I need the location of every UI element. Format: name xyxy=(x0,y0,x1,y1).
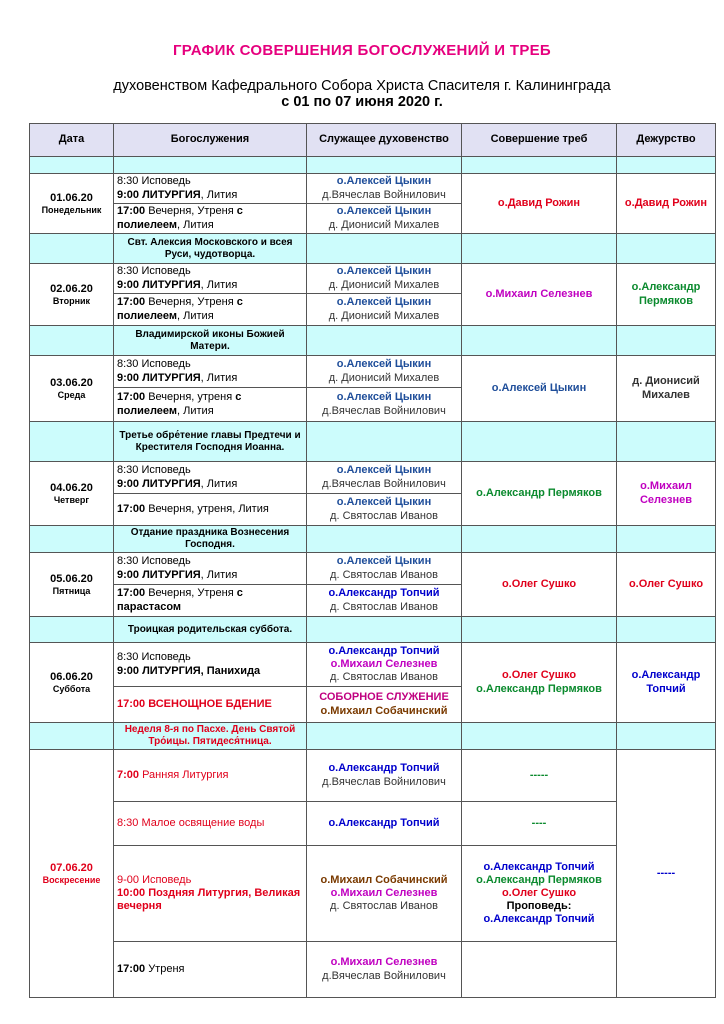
clergy-cell xyxy=(307,750,462,802)
feast-text: Отдание праздника Вознесения Господня. xyxy=(114,526,307,553)
treby-cell: о.Алексей Цыкин xyxy=(462,356,617,422)
liturgy-label: 10:00 Поздняя Литургия, Великая вечерня xyxy=(117,886,301,913)
deacon-name: д. Дионисий Михалев xyxy=(328,278,440,291)
liturgy-label: 9:00 ЛИТУРГИЯ, Панихида xyxy=(117,664,261,677)
treby-cell: о.Михаил Селезнев xyxy=(462,264,617,326)
sermon-label: Проповедь: xyxy=(506,900,572,913)
clergy-cell xyxy=(307,356,462,388)
priest-name: о.Алексей Цыкин xyxy=(336,391,432,404)
service-text: с xyxy=(235,391,242,404)
service-time: 17:00 xyxy=(117,962,146,975)
date-cell xyxy=(30,356,114,422)
priest-name: о.Алексей Цыкин xyxy=(336,358,432,371)
treby-cell: ----- xyxy=(462,750,617,802)
table-row xyxy=(30,750,716,802)
service-cell: 17:00 ВСЕНОЩНОЕ БДЕНИЕ xyxy=(114,687,307,723)
page-title: ГРАФИК СОВЕРШЕНИЯ БОГОСЛУЖЕНИЙ И ТРЕБ xyxy=(172,42,552,59)
priest-name: о.Алексей Цыкин xyxy=(336,296,432,309)
column-header-clergy: Служащее духовенство xyxy=(307,124,462,157)
date-text: 02.06.20 xyxy=(50,282,93,295)
treby-priest: о.Александр Топчий xyxy=(483,860,595,873)
clergy-cell xyxy=(307,687,462,723)
priest-name: о.Михаил Селезнев xyxy=(330,956,438,969)
date-cell xyxy=(30,462,114,526)
table-row xyxy=(30,174,716,204)
service-text: парастасом xyxy=(117,600,182,613)
service-text: , Лития xyxy=(177,404,214,417)
feast-row xyxy=(30,422,716,462)
service-cell xyxy=(114,388,307,422)
deacon-name: д. Дионисий Михалев xyxy=(328,371,440,384)
deacon-name: д. Дионисий Михалев xyxy=(328,309,440,322)
service-extra: , Лития xyxy=(200,278,238,291)
service-time: 17:00 xyxy=(117,502,146,515)
feast-row xyxy=(30,723,716,750)
table-row xyxy=(30,356,716,388)
priest-name: о.Михаил Селезнев xyxy=(330,657,438,670)
page-subtitle: духовенством Кафедрального Собора Христа Спасителя г. Калининграда xyxy=(113,78,611,94)
service-text: с xyxy=(236,296,243,309)
service-line: 8:30 Исповедь xyxy=(117,555,191,568)
service-time: 17:00 xyxy=(117,587,146,600)
feast-row xyxy=(30,234,716,264)
date-range: с 01 по 07 июня 2020 г. xyxy=(281,94,443,110)
service-text: Вечерня, утреня xyxy=(145,391,236,404)
sermon-priest: о.Александр Топчий xyxy=(483,913,595,926)
column-header-treby: Совершение треб xyxy=(462,124,617,157)
weekday-text: Четверг xyxy=(53,494,90,505)
duty-cell: о.Михаил Селезнев xyxy=(617,462,716,526)
deacon-name: д.Вячеслав Войнилович xyxy=(322,477,446,490)
service-text: Утреня xyxy=(145,962,185,975)
service-text: , Лития xyxy=(177,309,214,322)
treby-cell xyxy=(462,643,617,723)
date-cell xyxy=(30,174,114,234)
service-text: с xyxy=(236,587,243,600)
service-line: 8:30 Исповедь xyxy=(117,175,191,188)
service-text: Вечерня, Утреня xyxy=(145,205,237,218)
priest-name: о.Алексей Цыкин xyxy=(336,205,432,218)
priest-name: о.Александр Топчий xyxy=(328,762,440,775)
deacon-name: д.Вячеслав Войнилович xyxy=(322,404,446,417)
service-text: Вечерня, Утреня xyxy=(145,296,237,309)
service-extra: , Лития xyxy=(200,568,238,581)
priest-name: о.Алексей Цыкин xyxy=(336,464,432,477)
duty-cell: о.Александр Пермяков xyxy=(617,264,716,326)
priest-name: о.Алексей Цыкин xyxy=(336,175,432,188)
date-cell xyxy=(30,553,114,617)
service-extra: , Лития xyxy=(200,477,238,490)
date-text: 01.06.20 xyxy=(50,191,93,204)
service-line: 8:30 Исповедь xyxy=(117,265,191,278)
weekday-text: Вторник xyxy=(52,295,91,306)
priest-name: о.Михаил Собачинский xyxy=(320,704,448,717)
service-cell xyxy=(114,585,307,617)
service-text: Вечерня, утреня, Лития xyxy=(145,502,269,515)
service-text: , Лития xyxy=(177,218,214,231)
weekday-text: Суббота xyxy=(52,683,91,694)
duty-cell: о.Олег Сушко xyxy=(617,553,716,617)
deacon-name: д.Вячеслав Войнилович xyxy=(322,775,446,788)
clergy-cell: о.Александр Топчий xyxy=(307,802,462,846)
deacon-name: д. Святослав Иванов xyxy=(330,671,438,684)
weekday-text: Пятница xyxy=(52,585,91,596)
date-text: 07.06.20 xyxy=(50,861,93,874)
duty-cell: о.Александр Топчий xyxy=(617,643,716,723)
service-cell xyxy=(114,553,307,585)
feast-text: Владимирской иконы Божией Матери. xyxy=(114,326,307,356)
treby-priest: о.Александр Пермяков xyxy=(476,873,602,886)
feast-text: Свт. Алексия Московского и всея Руси, чудотворца. xyxy=(114,234,307,264)
priest-name: о.Алексей Цыкин xyxy=(336,265,432,278)
service-text: полиелеем xyxy=(117,404,178,417)
clergy-cell xyxy=(307,264,462,294)
table-row xyxy=(30,553,716,585)
feast-row xyxy=(30,326,716,356)
priest-name: о.Александр Топчий xyxy=(328,644,440,657)
table-row xyxy=(30,643,716,687)
service-cell xyxy=(114,356,307,388)
treby-cell: ---- xyxy=(462,802,617,846)
date-cell xyxy=(30,750,114,998)
column-header-services: Богослужения xyxy=(114,124,307,157)
date-text: 05.06.20 xyxy=(50,572,93,585)
date-text: 06.06.20 xyxy=(50,670,93,683)
service-time: 17:00 xyxy=(117,391,146,404)
table-row xyxy=(30,942,716,998)
service-time: 17:00 xyxy=(117,296,146,309)
service-cell xyxy=(114,294,307,326)
feast-row xyxy=(30,526,716,553)
clergy-cell xyxy=(307,388,462,422)
clergy-cell xyxy=(307,294,462,326)
liturgy-label: 9:00 ЛИТУРГИЯ xyxy=(117,477,201,490)
liturgy-label: 9:00 ЛИТУРГИЯ xyxy=(117,188,201,201)
service-text: Ранняя Литургия xyxy=(139,768,229,781)
column-header-duty: Дежурство xyxy=(617,124,716,157)
service-cell xyxy=(114,264,307,294)
clergy-cell xyxy=(307,942,462,998)
date-cell xyxy=(30,643,114,723)
column-header-date: Дата xyxy=(30,124,114,157)
service-cell xyxy=(114,750,307,802)
liturgy-label: 9:00 ЛИТУРГИЯ xyxy=(117,371,201,384)
service-line: 9-00 Исповедь xyxy=(117,873,192,886)
sobor-label: СОБОРНОЕ СЛУЖЕНИЕ xyxy=(319,691,449,704)
weekday-text: Понедельник xyxy=(41,204,102,215)
weekday-text: Воскресение xyxy=(42,874,101,885)
treby-cell xyxy=(462,846,617,942)
priest-name: о.Михаил Селезнев xyxy=(330,886,438,899)
service-line: 8:30 Исповедь xyxy=(117,464,191,477)
service-cell xyxy=(114,846,307,942)
schedule-table xyxy=(29,123,716,998)
clergy-cell xyxy=(307,494,462,526)
table-header-row xyxy=(30,124,716,157)
duty-cell: ----- xyxy=(617,750,716,998)
deacon-name: д.Вячеслав Войнилович xyxy=(322,188,446,201)
feast-text: Третье обре́тение главы Предтечи и Крестителя Господня Иоанна. xyxy=(114,422,307,462)
feast-text: Неделя 8-я по Пасхе. День Святой Тро́ицы. Пятидеся́тница. xyxy=(114,723,307,750)
priest-name: о.Михаил Собачинский xyxy=(320,873,448,886)
priest-name: о.Алексей Цыкин xyxy=(336,496,432,509)
service-cell xyxy=(114,462,307,494)
clergy-cell xyxy=(307,585,462,617)
table-row xyxy=(30,846,716,942)
service-text: с xyxy=(236,205,243,218)
duty-cell: о.Давид Рожин xyxy=(617,174,716,234)
service-cell xyxy=(114,942,307,998)
date-text: 04.06.20 xyxy=(50,481,93,494)
treby-priest: о.Александр Пермяков xyxy=(476,682,602,695)
clergy-cell xyxy=(307,204,462,234)
feast-row xyxy=(30,617,716,643)
clergy-cell xyxy=(307,846,462,942)
service-extra: , Лития xyxy=(200,188,238,201)
service-time: 17:00 xyxy=(117,205,146,218)
weekday-text: Среда xyxy=(57,389,86,400)
service-line: 8:30 Исповедь xyxy=(117,358,191,371)
service-cell xyxy=(114,643,307,687)
priest-name: о.Александр Топчий xyxy=(328,587,440,600)
service-line: 8:30 Исповедь xyxy=(117,651,191,664)
deacon-name: д. Дионисий Михалев xyxy=(328,218,440,231)
clergy-cell xyxy=(307,643,462,687)
treby-cell: о.Давид Рожин xyxy=(462,174,617,234)
service-time: 7:00 xyxy=(117,768,140,781)
treby-cell: о.Александр Пермяков xyxy=(462,462,617,526)
date-text: 03.06.20 xyxy=(50,376,93,389)
service-cell xyxy=(114,494,307,526)
treby-priest: о.Олег Сушко xyxy=(501,886,577,899)
deacon-name: д. Святослав Иванов xyxy=(330,600,438,613)
clergy-cell xyxy=(307,174,462,204)
clergy-cell xyxy=(307,462,462,494)
duty-cell: д. Дионисий Михалев xyxy=(617,356,716,422)
priest-name: о.Алексей Цыкин xyxy=(336,555,432,568)
table-row xyxy=(30,802,716,846)
service-cell xyxy=(114,204,307,234)
deacon-name: д. Святослав Иванов xyxy=(330,568,438,581)
service-cell: 8:30 Малое освящение воды xyxy=(114,802,307,846)
treby-cell xyxy=(462,942,617,998)
service-text: полиелеем xyxy=(117,309,178,322)
deacon-name: д. Святослав Иванов xyxy=(330,900,438,913)
service-cell xyxy=(114,174,307,204)
table-row xyxy=(30,264,716,294)
spacer-row xyxy=(30,157,716,174)
treby-priest: о.Олег Сушко xyxy=(501,669,577,682)
deacon-name: д.Вячеслав Войнилович xyxy=(322,969,446,982)
liturgy-label: 9:00 ЛИТУРГИЯ xyxy=(117,278,201,291)
treby-cell: о.Олег Сушко xyxy=(462,553,617,617)
deacon-name: д. Святослав Иванов xyxy=(330,509,438,522)
table-row xyxy=(30,462,716,494)
service-extra: , Лития xyxy=(200,371,238,384)
clergy-cell xyxy=(307,553,462,585)
date-cell xyxy=(30,264,114,326)
service-text: Вечерня, Утреня xyxy=(145,587,237,600)
feast-text: Троицкая родительская суббота. xyxy=(114,617,307,643)
liturgy-label: 9:00 ЛИТУРГИЯ xyxy=(117,568,201,581)
service-text: полиелеем xyxy=(117,218,178,231)
